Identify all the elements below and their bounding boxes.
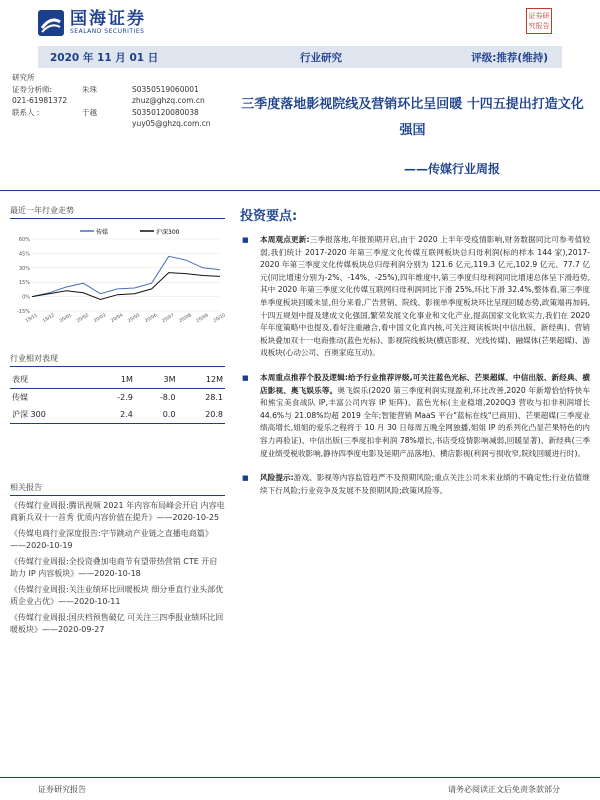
analyst-key: 联系人 :: [12, 107, 40, 117]
performance-label: 行业相对表现: [10, 353, 225, 367]
analyst-info: [12, 72, 211, 130]
cell: 2.4: [92, 406, 135, 424]
series-csi-line: [32, 273, 220, 300]
analyst-row: [12, 118, 211, 130]
bullet-lead: 本周观点更新:: [260, 235, 310, 244]
y-tick-label: 15%: [18, 280, 30, 287]
analyst-row: [12, 95, 211, 107]
x-tick-label: 20/08: [178, 313, 193, 324]
series-media-line: [32, 256, 220, 296]
cell: 沪深 300: [10, 406, 92, 424]
analyst-role: 研究所: [12, 73, 35, 82]
report-type: 行业研究: [300, 51, 342, 64]
bullet-point: [240, 372, 590, 460]
y-tick-label: -15%: [17, 309, 30, 315]
analyst-email[interactable]: yuy05@ghzq.com.cn: [132, 119, 211, 128]
x-tick-label: 20/05: [127, 313, 142, 324]
bullet-point: [240, 472, 590, 497]
bullet-text: 三季报落地,年报预期开启,由于 2020 上半年受疫情影响,财务数据同比可参考值较弱,我们统计 2017-2020 年第三季度文化传媒互联网板块总归母利润(标的样本 144 家),2017-2020 年第三季度文化传媒板块总归母利润分别为 121.6 亿元,119.3 亿元,102.9 亿元、77.7 亿元(同比增速分别为-2%、-14%、-25%),四年维度中,第三季度归母利润同比增速总体呈下滑趋势,其中 2020 年第三季度文化传媒互联网归母利润同比下滑 25%,环比下滑 32.4%,整体看,第三季度单季度板块回暖未显,但分来看,广告营销、院线、影视单季度板块环比呈现回暖态势,政策端再加码,十四五规划中提及建成文化强国,繁荣发展文化事业和文化产业,提高国家文化软实力,我们在 2020 年年度策略中也提及,看好注重融合,看中国文化真内核,可关注阅读板块(中信出版、新经典)、营销板块叠加双十一电商推动(蓝色光标)、影视院线板块(横店影视、光线传媒)、融媒体(芒果超媒)、游戏板块(心动公司、百奥家庭互动)。: [260, 235, 590, 358]
x-tick-label: 20/06: [144, 313, 159, 324]
x-tick-label: 20/07: [161, 313, 176, 324]
bullet-text: 奥飞娱乐(2020 第三季度利润实现盈利,环比改善,2020 年新增恰恰特快车和熊宝美食战队 IP,丰富公司内容 IP 矩阵)、蓝色光标(主业稳增,2020Q3 营收与扣非利润增长 44.6%与 21.08%均超 2019 全年;智能营销 MaaS 平台"蓝标在线"已商用)、芒果超媒(三季度业绩高增长,姐姐的爱乐之程将于 10 月 30 日每周五晚全网独播,姐姐 IP 的系列化凸显芒果特色的内容力再验证)、中信出版(三季度扣非利润 78%增长,书店受疫情影响减弱,回暖显著)、新经典(三季度业绩受税收影响,静待四季度电影及延期产品落地)、横店影视(利润亏损收窄,院线回暖进行时)。: [260, 385, 590, 458]
related-report-link[interactable]: 《传媒行业周报:全投资叠加电商节有望带热营销 CTE 开启助力 IP 内容板块》——2020-10-18: [10, 557, 218, 578]
y-tick-label: 0%: [22, 294, 30, 301]
table-row: [10, 389, 225, 407]
performance-table: [10, 371, 225, 424]
bullet-lead: 本周重点推荐个股及逻辑:给予行业推荐评级,可关注蓝色光标、芒果超媒、中信出版、新经典、横店影视、奥飞娱乐等。: [260, 372, 590, 395]
main-content: [240, 205, 590, 509]
col-header: 3M: [135, 371, 178, 389]
x-tick-label: 20/02: [76, 313, 90, 324]
report-rating: 评级:推荐(维持): [471, 51, 548, 64]
analyst-key: 证券分析师:: [12, 84, 53, 94]
cell: 28.1: [205, 393, 223, 402]
x-tick-label: 20/01: [59, 313, 73, 324]
cell: 0.0: [135, 406, 178, 424]
x-tick-label: 20/10: [212, 313, 227, 324]
x-tick-label: 19/11: [24, 313, 39, 324]
col-header: 1M: [92, 371, 135, 389]
page-footer: [0, 778, 600, 800]
related-report-link[interactable]: 《传媒行业周报:腾讯视频 2021 年内容布局峰会开启 内容电商新兵双十一首秀 优质内容价值在提升》——2020-10-25: [10, 501, 225, 522]
research-seal: 证券研究报告: [526, 8, 552, 34]
report-title: 三季度落地影视院线及营销环比呈回暖 十四五提出打造文化强国: [241, 97, 584, 138]
x-tick-label: 20/09: [195, 313, 210, 324]
cell: 传媒: [12, 393, 28, 402]
left-sidebar: [10, 205, 225, 640]
analyst-email[interactable]: zhuz@ghzq.com.cn: [132, 96, 205, 105]
header-bar: [38, 46, 562, 68]
related-report-link[interactable]: 《传媒行业周报:关注业绩环比回暖板块 细分垂直行业头部优质企业占优》——2020-10-11: [10, 585, 224, 606]
analyst-id: S0350519060001: [132, 84, 199, 94]
analyst-name: [82, 118, 132, 130]
x-tick-label: 20/03: [93, 313, 107, 324]
related-label: 相关报告: [10, 482, 225, 496]
brand-logo: [38, 10, 146, 36]
analyst-key: [12, 118, 82, 130]
y-tick-label: 30%: [18, 265, 30, 272]
cell: -2.9: [117, 393, 133, 402]
table-header-row: [10, 371, 225, 389]
report-date: 2020 年 11 月 01 日: [50, 51, 159, 64]
x-tick-label: 19/12: [41, 313, 56, 324]
related-report-link[interactable]: 《传媒电商行业深度报告:字节跳动产业链之直播电商篇》——2020-10-19: [10, 529, 213, 550]
cell: 20.8: [178, 406, 225, 424]
cell: -8.0: [159, 393, 176, 402]
analyst-key: 021-61981372: [12, 96, 68, 105]
trend-chart-svg: [10, 223, 225, 333]
investment-title: 投资要点:: [240, 209, 298, 224]
y-tick-label: 45%: [18, 251, 30, 258]
related-reports: [10, 482, 225, 636]
legend-csi-label: 沪深300: [156, 229, 180, 236]
x-tick-label: 20/04: [110, 313, 125, 324]
bullet-lead: 风险提示:: [260, 473, 294, 483]
trend-chart: [10, 223, 225, 333]
legend-media-label: 传媒: [96, 229, 109, 236]
table-row: [10, 406, 225, 424]
analyst-name: 朱珠: [82, 84, 97, 94]
related-report-link[interactable]: 《传媒行业周报:国庆档预售破亿 可关注三四季报业绩环比回暖板块》——2020-09-27: [10, 613, 224, 634]
col-header: 12M: [178, 371, 225, 389]
footer-left: 证券研究报告: [38, 785, 86, 794]
col-header: 表现: [10, 371, 92, 389]
bullet-point: [240, 234, 590, 360]
analyst-row: [12, 84, 211, 96]
header-divider: [0, 190, 600, 191]
bullet-text: 游戏、影视等内容监管趋严不及预期风险;重点关注公司未来业绩的不确定性;行业估值继续下行风险;行业竞争及发展不及预期风险;政策风险等。: [260, 473, 590, 495]
performance-section: [10, 353, 225, 424]
report-subtitle: ——传媒行业周报: [403, 162, 500, 176]
analyst-id: S0350120080038: [132, 107, 199, 117]
analyst-name: [82, 95, 132, 107]
chart-section-label: 最近一年行业走势: [10, 205, 225, 219]
footer-right: 请务必阅读正文后免责条款部分: [448, 785, 560, 794]
analyst-name: 于越: [82, 107, 97, 117]
logo-cn: 国海证券: [70, 9, 146, 29]
logo-mark-icon: [38, 10, 64, 36]
y-tick-label: 60%: [18, 237, 30, 243]
logo-en: SEALAND SECURITIES: [70, 28, 145, 35]
analyst-row: [12, 107, 211, 119]
